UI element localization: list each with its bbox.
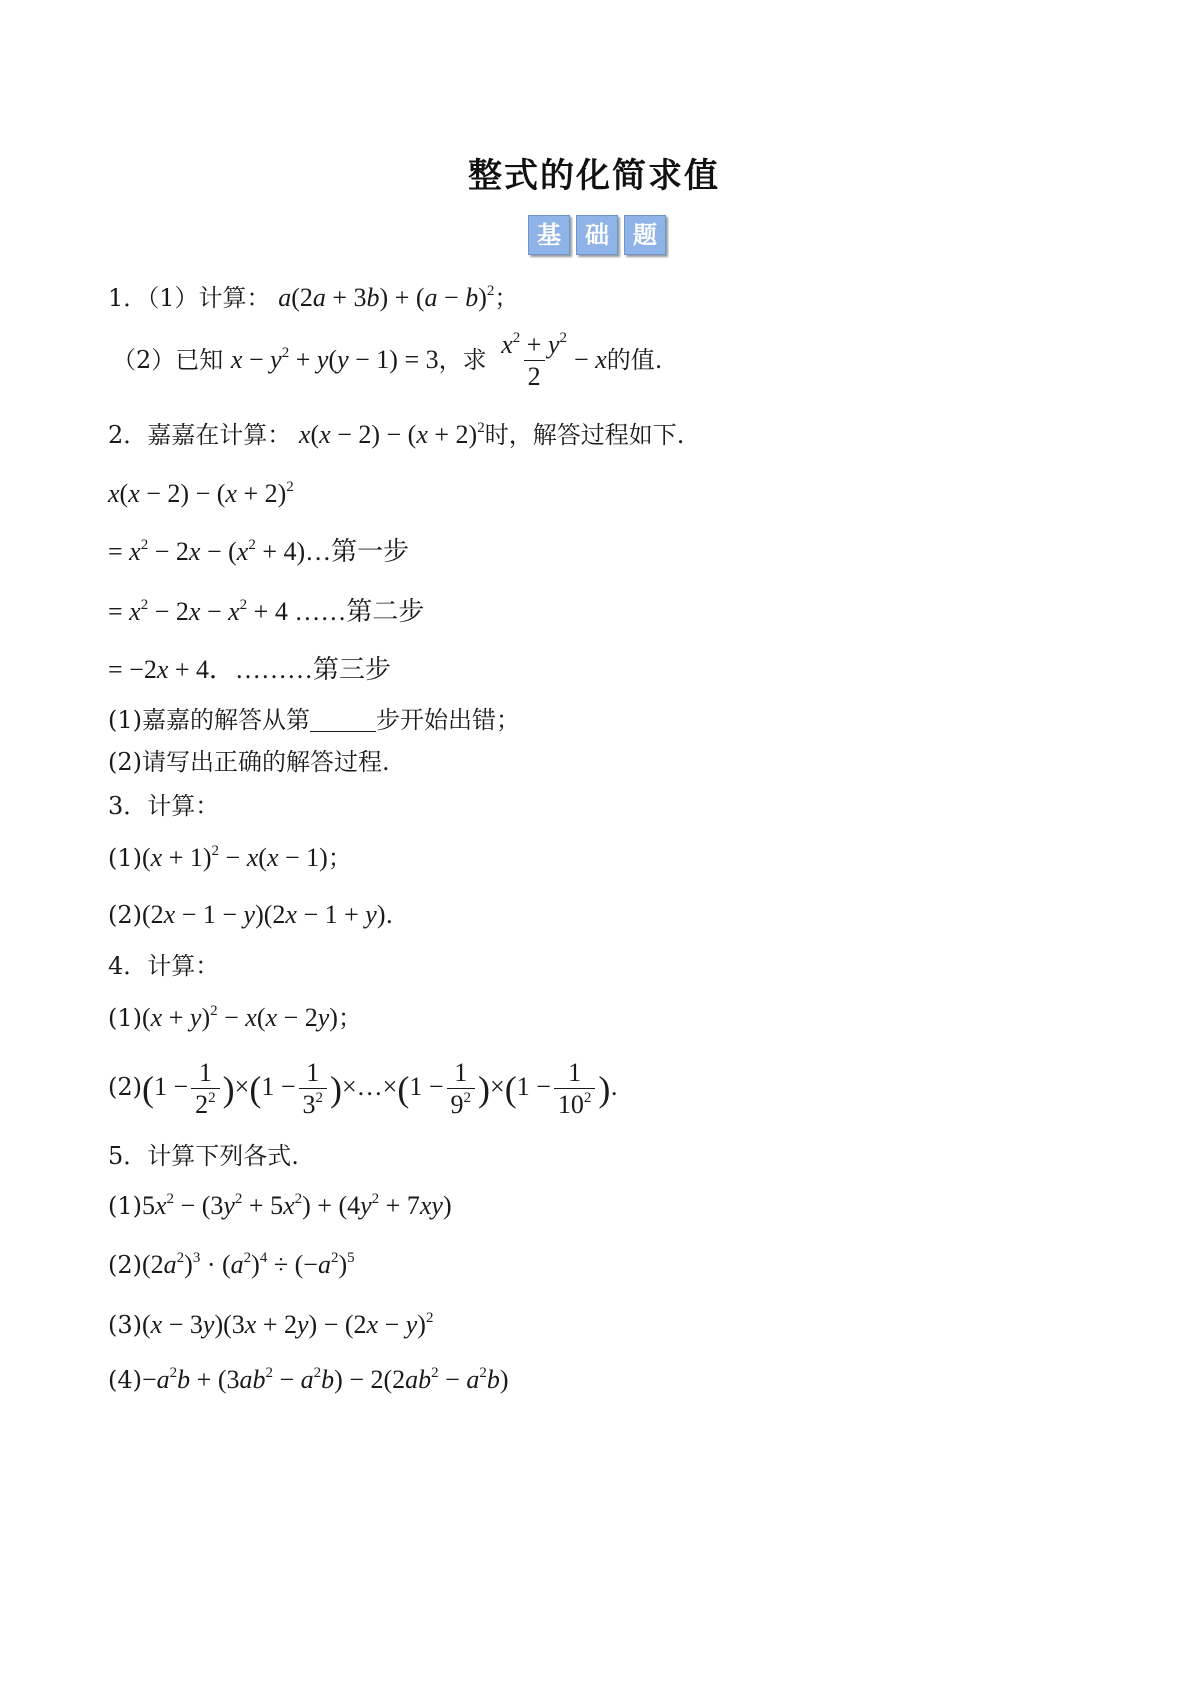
q3-p2-end: . [385, 901, 394, 929]
q5-p4-expr: $-a^2b + (3ab^2 - a^2b) - 2(2ab^2 - a^2b)$ [142, 1365, 509, 1394]
q1-part2-end: 的值. [606, 346, 663, 374]
q4-p1-label: (1) [108, 1004, 142, 1032]
q2-sub1-text-end: 步开始出错； [376, 706, 520, 734]
q2-expr: $x(x - 2) - (x + 2)^2$ [298, 420, 485, 449]
badge-ji: 基 [528, 215, 570, 255]
q3-label: 3．计算： [108, 792, 220, 820]
q4-p1-end: ； [337, 1004, 362, 1032]
q3-part1 [108, 838, 352, 878]
q3-p1-end: ； [327, 844, 352, 872]
q4-label: 4．计算： [108, 952, 220, 980]
q1-part2-label: （2）已知 [112, 346, 224, 374]
q5-p4-label: (4) [108, 1366, 142, 1394]
q5-part2 [108, 1245, 355, 1285]
q5-label: 5．计算下列各式. [108, 1142, 299, 1170]
answer-blank[interactable] [310, 707, 376, 732]
q4-part2 [108, 1052, 618, 1122]
q3-part2 [108, 895, 393, 935]
q4-p2-end: . [610, 1073, 618, 1101]
page-title: 整式的化简求值 [468, 156, 720, 196]
q2-step2-label: ……第二步 [294, 597, 425, 626]
q2-line2: = $x^2 - 2x - x^2 + 4$ ……第二步 [108, 597, 425, 626]
q4-p2-label: (2) [108, 1073, 142, 1101]
q1-fraction: $\frac{x^2 + y^2}{2}$ [501, 330, 568, 391]
q2-stem [108, 415, 684, 455]
q2-line1: = $x^2 - 2x - (x^2$ + 4)…第一步 [108, 537, 410, 566]
q5-p2-expr: $(2a^2)^3 \cdot (a^2)^4 \div (-a^2)^5$ [142, 1250, 355, 1279]
q2-step3-label: ．………第三步 [209, 655, 392, 684]
q1-given-expr: $x - y^2 + y(y - 1) = 3$ [230, 345, 439, 374]
q3-p2-expr: (2x − 1 − y)(2x − 1 + y) [142, 900, 386, 929]
q5-p2-label: (2) [108, 1251, 142, 1279]
q2-line0: $x(x - 2) - (x + 2)^2$ [108, 479, 294, 508]
q1-part2: （2）已知 $x - y^2 + y(y - 1) = 3$，求 $\frac{x^2 + y^2}{2}$ − x的值. [112, 330, 663, 391]
q5-part4 [108, 1360, 509, 1400]
q5-p3-expr: $(x - 3y)(3x + 2y) - (2x - y)^2$ [142, 1310, 434, 1339]
q2-sub1 [108, 700, 520, 740]
q2-after: 时，解答过程如下. [484, 421, 685, 449]
q3-p1-expr: $(x + 1)^2 - x(x - 1)$ [142, 843, 328, 872]
q2-line3: = −2x + 4．………第三步 [108, 655, 392, 684]
q2-step1-label: …第一步 [305, 537, 410, 566]
q4-part1 [108, 998, 362, 1038]
badge-group [528, 215, 666, 255]
q3-p2-label: (2) [108, 901, 142, 929]
q5-part1 [108, 1186, 452, 1226]
q3-p1-label: (1) [108, 844, 142, 872]
q5-part3 [108, 1305, 433, 1345]
q1-part2-mid: ，求 [438, 346, 487, 374]
q1-part1: 1．（1）计算： $a(2a + 3b) + (a - b)^2$； [108, 283, 519, 312]
badge-chu: 础 [576, 215, 618, 255]
q4-p1-expr: $(x + y)^2 - x(x - 2y)$ [142, 1003, 338, 1032]
q1-expr: $a(2a + 3b) + (a - b)^2$ [278, 283, 495, 312]
q5-p1-expr: $5x^2 - (3y^2 + 5x^2) + (4y^2 + 7xy)$ [142, 1191, 452, 1220]
q2-sub1-text: (1)嘉嘉的解答从第 [108, 706, 310, 734]
q5-p3-label: (3) [108, 1311, 142, 1339]
q1-label: 1．（1）计算： [108, 284, 271, 312]
q5-p1-label: (1) [108, 1192, 142, 1220]
q4-p2-expr: (1 − $\frac{1}{2^2}$ )×(1 − $\frac{1}{3^2}$ )×…×(1 − $\frac{1}{9^2}$ )×(1 − $\frac{1}{10^2}$ ) [142, 1057, 611, 1119]
badge-ti: 题 [624, 215, 666, 255]
q2-sub2: (2)请写出正确的解答过程. [108, 748, 390, 776]
q2-label: 2．嘉嘉在计算： [108, 421, 292, 449]
